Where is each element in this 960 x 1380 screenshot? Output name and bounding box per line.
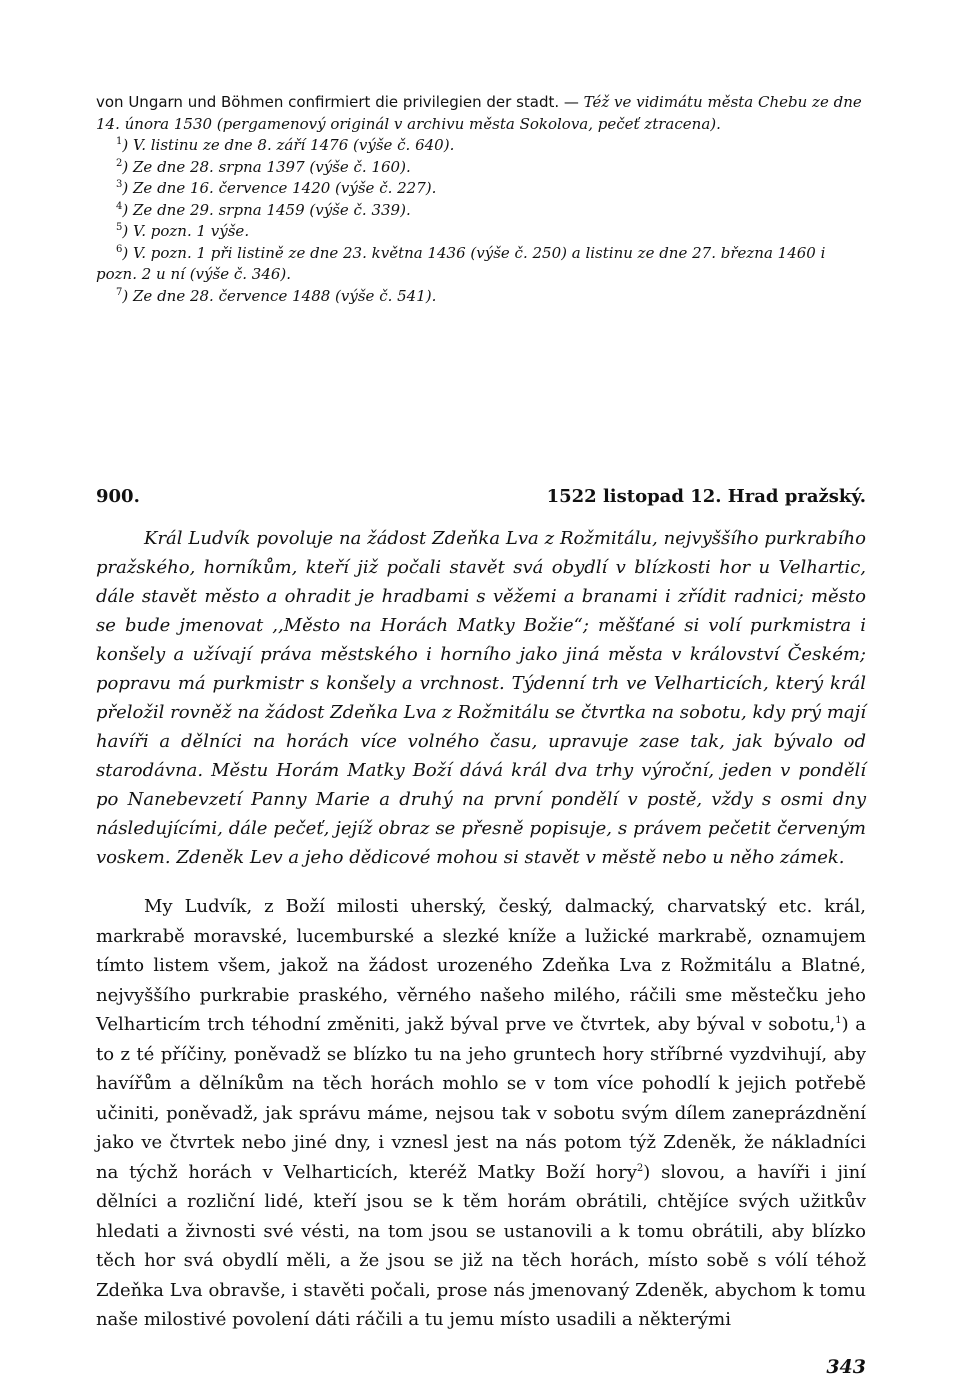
footnote-marker: 7 [116, 286, 123, 298]
footnote-text: Ze dne 28. července 1488 (výše č. 541). [133, 286, 437, 305]
footnote-2: $^2$) Ze dne 28. srpna 1397 (výše č. 160). [116, 157, 411, 176]
footnote-marker: 3 [116, 179, 123, 190]
footnote-intro-italic: Též ve vidimátu města Chebu ze dne 14. února 1530 (pergamenový originál v archivu města Sokolova, pečeť ztracena). [96, 93, 862, 133]
entry-header [96, 486, 866, 507]
footnote-text: V. pozn. 1 při listině ze dne 23. května 1436 (výše č. 250) a listinu ze dne 27. března 1460 i pozn. 2 u ní (výše č. 346). [96, 243, 826, 283]
footnote-intro-upright: von Ungarn und Böhmen confirmiert die privilegien der stadt. — [96, 93, 584, 111]
footnote-text: Ze dne 28. srpna 1397 (výše č. 160). [133, 157, 411, 176]
footnote-text: Ze dne 29. srpna 1459 (výše č. 339). [133, 200, 411, 219]
footnote-text: Ze dne 16. července 1420 (výše č. 227). [133, 179, 437, 197]
body-text: My Ludvík, z Boží milosti uherský, český, dalmacký, charvatský etc. král, markrabě moravské, lucemburské a slezké kníže a lužické markrabě, oznamujem tímto listem všem, jakož na žádost urozeného Zdeňka Lva z Rožmitálu a Blatné, nejvyššího purkrabie praského, věrného našeho milého, ráčili sme městečku jeho Velharticím trch téhodní změniti, jakž býval prve ve čtvrtek, aby býval v sobotu, [96, 896, 866, 1035]
page-number: 343 [826, 1356, 866, 1378]
footnotes [96, 92, 866, 307]
document-page [96, 92, 867, 1378]
footnote-text: V. listinu ze dne 8. září 1476 (výše č. 640). [133, 136, 455, 154]
footnote-6: $^6$) V. pozn. 1 při listině ze dne 23. května 1436 (výše č. 250) a listinu ze dne 27. března 1460 i pozn. 2 u ní (výše č. 346). [96, 243, 826, 283]
regest: Král Ludvík povoluje na žádost Zdeňka Lva z Rožmitálu, nejvyššího purkrabího pražského, horníkům, kteří již počali stavět svá obydlí v blízkosti hor u Velhartic, dále stavět město a ohradit je hradbami s věžemi a branami i zřídit radnici; město se bude jmenovat ,,Město na Horách Matky Božie“; měšťané si volí purkmistra i konšely a užívají práva městského i horního jako jiná města v království Českém; popravu má purkmistr s konšely a vrchnost. Týdenní trh ve Velharticích, který král přeložil rovněž na žádost Zdeňka Lva z Rožmitálu se čtvrtka na sobotu, kdy prý mají havíři a dělníci na horách více volného času, upravuje zase tak, jak bývalo od starodávna. Městu Horám Matky Boží dává král dva trhy výroční, jeden v pondělí po Nanebevzetí Panny Marie a druhý na první pondělí v postě, vždy s osmi dny následujícími, dále pečeť, jejíž obraz se přesně popisuje, s právem pečetit červeným voskem. Zdeněk Lev a jeho dědicové mohou si stavět v městě nebo u něho zámek. [96, 528, 866, 868]
body-text: a to z té příčiny, poněvadž se blízko tu na jeho gruntech hory stříbrné vyzdvihují, aby havířům a dělníkům na těch horách mohlo se v tom více pohodlí k jejich potřebě učiniti, poněvadž, jak správu máme, nejsou tak v sobotu svým dílem zaneprázdnění jako ve čtvrtek nebo jiné dny, i vznesl jest na nás potom týž Zdeněk, že nákladníci na týchž horách v Velharticích, kteréž Matky Boží hory [96, 1014, 866, 1183]
footnote-text: V. pozn. 1 výše. [133, 222, 250, 240]
footnote-intro [96, 92, 866, 135]
footnote-marker: 2 [116, 157, 123, 169]
footnote-1: $^1$) V. listinu ze dne 8. září 1476 (výše č. 640). [116, 136, 455, 154]
document-body: My Ludvík, z Boží milosti uherský, český, dalmacký, charvatský etc. král, markrabě moravské, lucemburské a slezké kníže a lužické markrabě, oznamujem tímto listem všem, jakož na žádost urozeného Zdeňka Lva z Rožmitálu a Blatné, nejvyššího purkrabie praského, věrného našeho milého, ráčili sme městečku jeho Velharticím trch téhodní změniti, jakž býval prve ve čtvrtek, aby býval v sobotu,$^1$) a to z té příčiny, poněvadž se blízko tu na jeho gruntech hory stříbrné vyzdvihují, aby havířům a dělníkům na těch horách mohlo se v tom více pohodlí k jejich potřebě učiniti, poněvadž, jak správu máme, nejsou tak v sobotu svým dílem zaneprázdnění jako ve čtvrtek nebo jiné dny, i vznesl jest na nás potom týž Zdeněk, že nákladníci na týchž horách v Velharticích, kteréž Matky Boží hory$^2$) slovou, a havíři i jiní dělníci a rozliční lidé, kteří jsou se k těm horám obrátili, chtějíce svých užitkův hledati a živnosti své vésti, na tom jsou se ustanovili a k tomu obrátili, aby blízko těch hor svá obydlí měli, a že jsou se již na těch horách, místo sobě s vólí téhož Zdeňka Lva obravše, i stavěti počali, prose nás jmenovaný Zdeněk, abychom k tomu naše milostivé povolení dáti ráčili a tu jemu místo usadili a některými [96, 896, 867, 1330]
footnote-5: $^5$) V. pozn. 1 výše. [116, 222, 250, 240]
footnote-marker: 4 [116, 200, 123, 212]
footnote-reference: 2 [636, 1162, 644, 1174]
footnote-reference: 1 [835, 1015, 842, 1026]
footnote-marker: 6 [116, 243, 123, 255]
entry-date-place: 1522 listopad 12. Hrad pražský. [546, 486, 866, 507]
footnote-marker: 5 [116, 222, 123, 233]
footnote-7: $^7$) Ze dne 28. července 1488 (výše č. 541). [116, 286, 437, 305]
entry-number: 900. [96, 486, 140, 507]
footnote-4: $^4$) Ze dne 29. srpna 1459 (výše č. 339). [116, 200, 411, 219]
footnote-marker: 1 [116, 136, 123, 147]
body-text: ) slovou, a havíři i jiní dělníci a rozliční lidé, kteří jsou se k těm horám obrátili, chtějíce svých užitkův hledati a živnosti své vésti, na tom jsou se ustanovili a k tomu obrátili, aby blízko těch hor svá obydlí měli, a že jsou se již na těch horách, místo sobě s vólí téhož Zdeňka Lva obravše, i stavěti počali, prose nás jmenovaný Zdeněk, abychom k tomu naše milostivé povolení dáti ráčili a tu jemu místo usadili a některými [96, 1161, 867, 1330]
footnote-3: $^3$) Ze dne 16. července 1420 (výše č. 227). [116, 179, 437, 197]
